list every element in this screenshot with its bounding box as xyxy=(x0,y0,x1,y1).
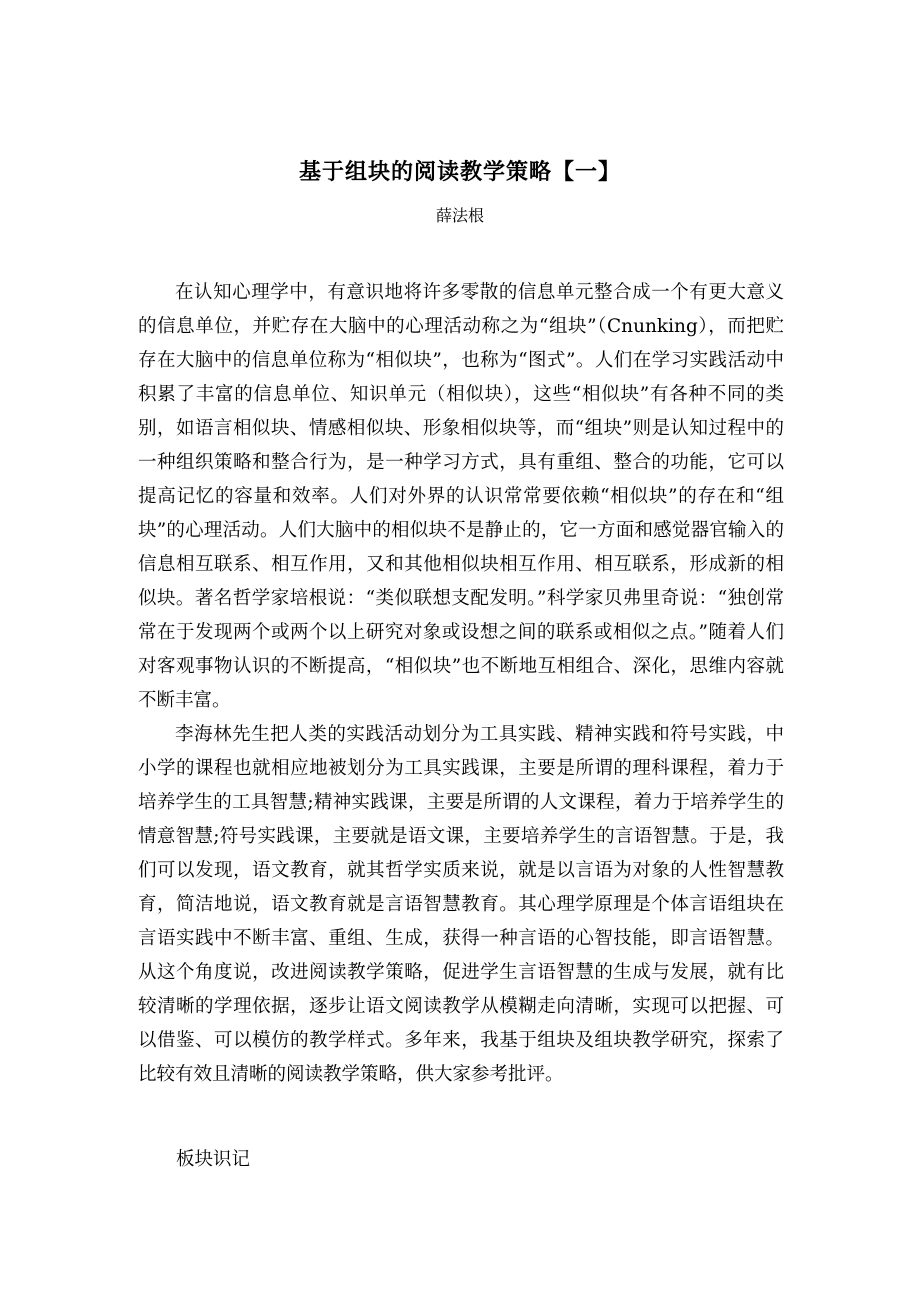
document-title: 基于组块的阅读教学策略【一】 xyxy=(298,159,621,185)
paragraph: 李海林先生把人类的实践活动划分为工具实践、精神实践和符号实践，中小学的课程也就相应地被划分为工具实践课，主要是所谓的理科课程，着力于培养学生的工具智慧;精神实践课，主要是所谓的人文课程，着力于培养学生的情意智慧;符号实践课，主要就是语文课，主要培养学生的言语智慧。于是，我们可以发现，语文教育，就其哲学实质来说，就是以言语为对象的人性智慧教育，简洁地说，语文教育就是言语智慧教育。其心理学原理是个体言语组块在言语实践中不断丰富、重组、生成，获得一种言语的心智技能，即言语智慧。从这个角度说，改进阅读教学策略，促进学生言语智慧的生成与发展，就有比较清晰的学理依据，逐步让语文阅读教学从模糊走向清晰，实现可以把握、可以借鉴、可以模仿的教学样式。多年来，我基于组块及组块教学研究，探索了比较有效且清晰的阅读教学策略，供大家参考批评。 xyxy=(138,724,784,1085)
article-body xyxy=(138,276,784,1092)
section-heading: 板块识记 xyxy=(176,1149,251,1170)
paragraph: 在认知心理学中，有意识地将许多零散的信息单元整合成一个有更大意义的信息单位，并贮存在大脑中的心理活动称之为“组块”（Cnunking），而把贮存在大脑中的信息单位称为“相似块”，也称为“图式”。人们在学习实践活动中积累了丰富的信息单位、知识单元（相似块），这些“相似块”有各种不同的类别，如语言相似块、情感相似块、形象相似块等，而“组块”则是认知过程中的一种组织策略和整合行为，是一种学习方式，具有重组、整合的功能，它可以提高记忆的容量和效率。人们对外界的认识常常要依赖“相似块”的存在和“组块”的心理活动。人们大脑中的相似块不是静止的，它一方面和感觉器官输入的信息相互联系、相互作用，又和其他相似块相互作用、相互联系，形成新的相似块。著名哲学家培根说：“类似联想支配发明。”科学家贝弗里奇说：“独创常常在于发现两个或两个以上研究对象或设想之间的联系或相似之点。”随着人们对客观事物认识的不断提高，“相似块”也不断地互相组合、深化，思维内容就不断丰富。 xyxy=(138,282,784,711)
author-name: 薛法根 xyxy=(435,206,484,225)
